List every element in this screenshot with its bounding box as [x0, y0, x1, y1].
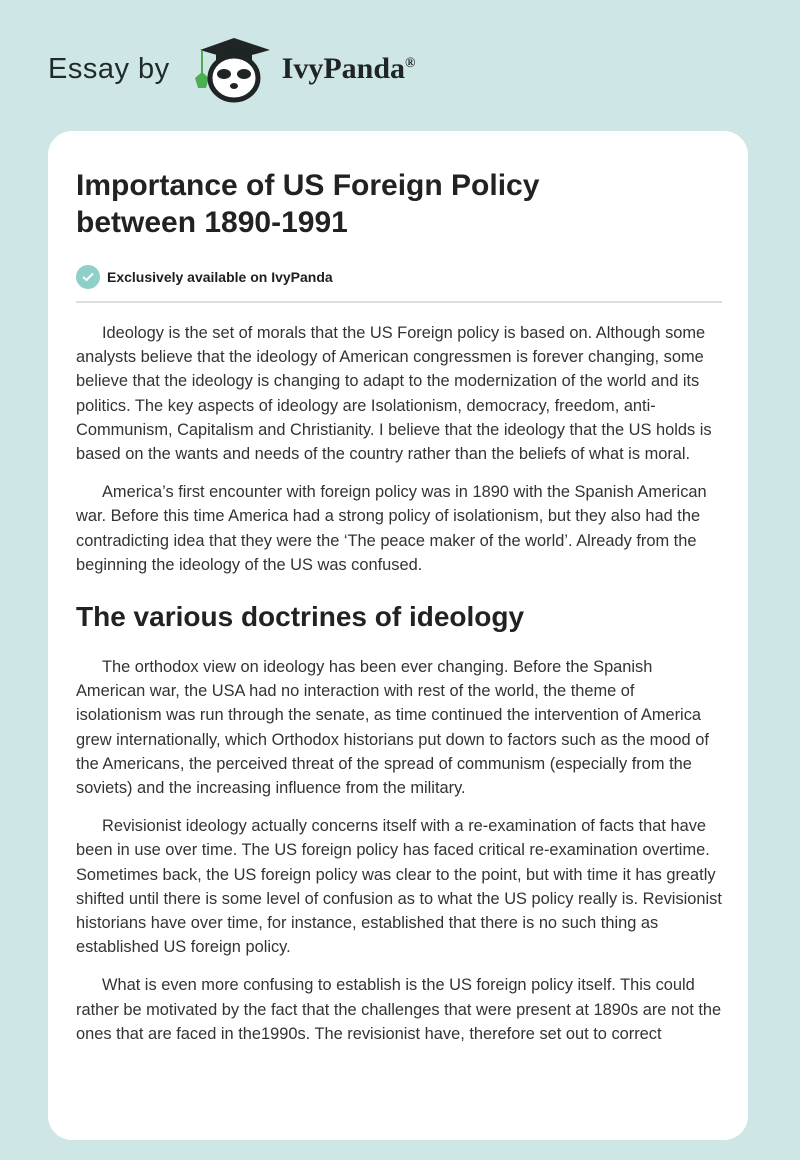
panda-logo-icon[interactable]: [190, 34, 274, 104]
paragraph: What is even more confusing to establish is the US foreign policy itself. This could rather be motivated by the fact that the challenges that were present at 1890s are not the ones that are faced in the1990s. The revisionist have, therefore set out to correct: [76, 976, 722, 1043]
paragraph: Revisionist ideology actually concerns itself with a re-examination of facts that have been in use over time. The US foreign policy has faced critical re-examination overtime. Sometimes back, the US foreign policy was clear to the point, but with time it has greatly shifted until there is some level of confusion as to what the US policy really is. Revisionist historians have over time, for instance, established that there is no such thing as established US foreign policy.: [76, 817, 722, 957]
paragraph: Ideology is the set of morals that the US Foreign policy is based on. Although some analysts believe that the ideology of American congressmen is forever changing, some believe that the ideology is changing to adapt to the modernization of the world and its politics. The key aspects of ideology are Isolationism, democracy, freedom, anti-Communism, Capitalism and Christianity. I believe that the ideology that the US holds is based on the wants and needs of the country rather than the beliefs of what is moral.: [76, 324, 712, 464]
essay-by-label: Essay by: [48, 52, 170, 85]
essay-body: [76, 321, 722, 1046]
paragraph: The orthodox view on ideology has been ever changing. Before the Spanish American war, the USA had no interaction with rest of the world, the theme of isolationism was run through the senate, as time continued the intervention of America grew internationally, which Orthodox historians put down to factors such as the mood of the Americans, the perceived threat of the spread of communism (especially from the soviets) and the increasing influence from the military.: [76, 658, 709, 798]
site-header: [48, 34, 416, 104]
badge-text: Exclusively available on IvyPanda: [107, 269, 333, 285]
paragraph: America’s first encounter with foreign policy was in 1890 with the Spanish American war. Before this time America had a strong policy of isolationism, but they also had the contradicting idea that they were the ‘The peace maker of the world’. Already from the beginning the ideology of the US was confused.: [76, 483, 707, 574]
section-heading: The various doctrines of ideology: [76, 601, 525, 633]
exclusive-badge: [76, 265, 722, 303]
check-icon: [76, 265, 100, 289]
page-title: Importance of US Foreign Policy between 1890-1991: [76, 169, 540, 239]
brand-name[interactable]: IvyPanda®: [281, 52, 416, 85]
essay-card: [48, 131, 748, 1140]
